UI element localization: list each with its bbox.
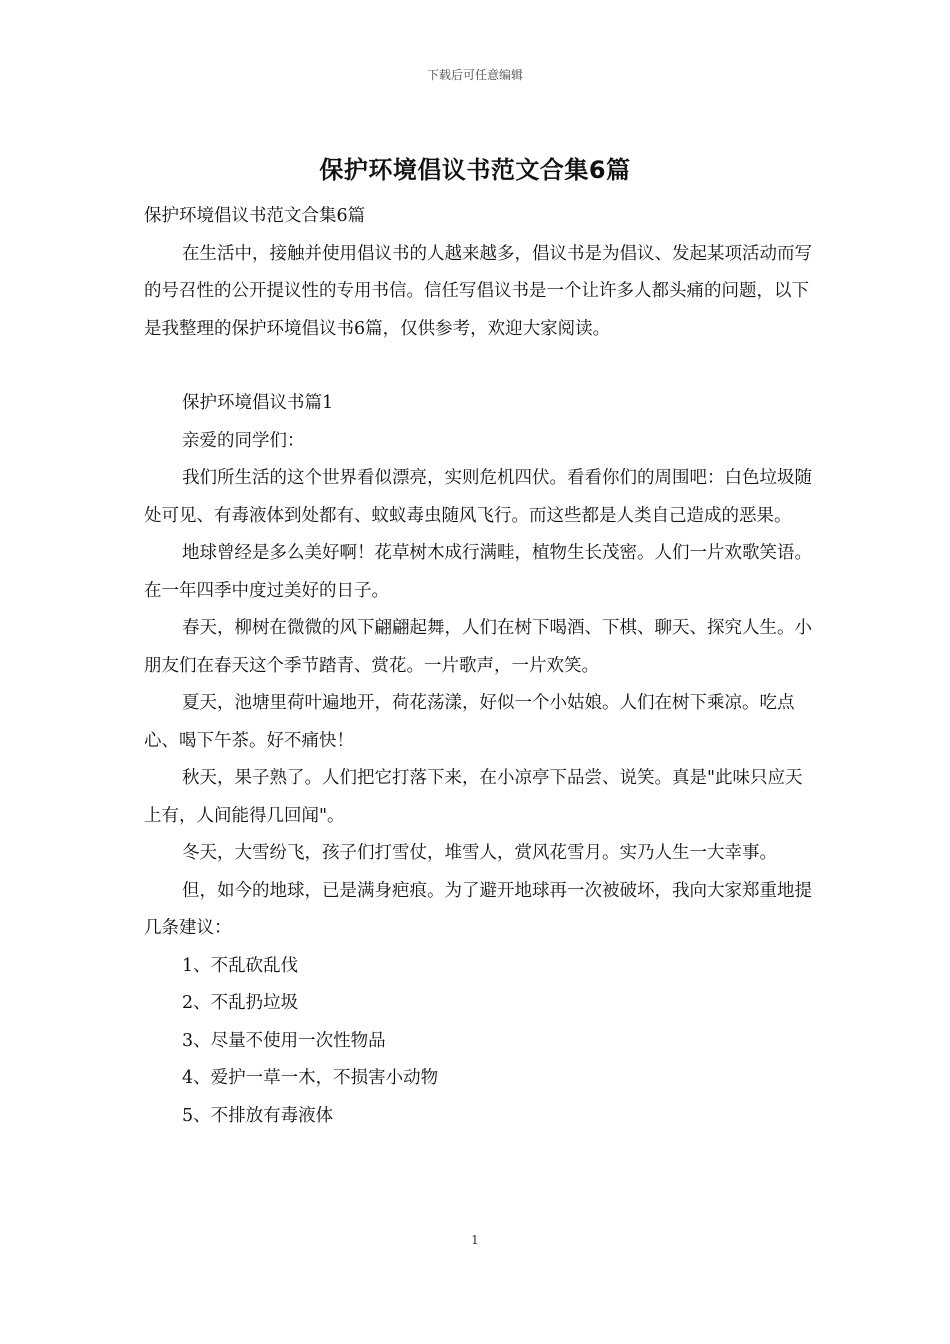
body-paragraph: 但，如今的地球，已是满身疤痕。为了避开地球再一次被破坏，我向大家郑重地提几条建议： [144,880,812,938]
intro-paragraph: 在生活中，接触并使用倡议书的人越来越多，倡议书是为倡议、发起某项活动而写的号召性的公开提议性的专用书信。信任写倡议书是一个让许多人都头痛的问题，以下是我整理的保护环境倡议书6篇，仅供参考，欢迎大家阅读。 [144,243,812,339]
page-number: 1 [471,1233,479,1247]
document-subtitle: 保护环境倡议书范文合集6篇 [144,206,366,226]
body-paragraph: 夏天，池塘里荷叶遍地开，荷花荡漾，好似一个小姑娘。人们在树下乘凉。吃点心、喝下午茶。好不痛快！ [144,693,795,751]
paragraph-gap [144,348,812,385]
body-paragraph: 春天，柳树在微微的风下翩翩起舞，人们在树下喝酒、下棋、聊天、探究人生。小朋友们在春天这个季节踏青、赏花。一片歌声，一片欢笑。 [144,618,812,676]
list-item: 2、不乱扔垃圾 [182,993,299,1013]
body-paragraph: 地球曾经是多么美好啊！花草树木成行满畦，植物生长茂密。人们一片欢歌笑语。在一年四季中度过美好的日子。 [144,543,812,601]
page-header: 下载后可任意编辑 [426,68,523,82]
list-item: 5、不排放有毒液体 [182,1105,334,1126]
document-title: 保护环境倡议书范文合集6篇 [319,156,631,184]
list-item: 1、不乱砍乱伐 [182,955,299,976]
body-paragraph: 冬天，大雪纷飞，孩子们打雪仗，堆雪人，赏风花雪月。实乃人生一大幸事。 [182,843,777,863]
greeting: 亲爱的同学们： [182,430,305,451]
list-item: 4、爱护一草一木，不损害小动物 [182,1068,439,1088]
list-item: 3、尽量不使用一次性物品 [182,1030,386,1051]
body-paragraph: 秋天，果子熟了。人们把它打落下来，在小凉亭下品尝、说笑。真是"此味只应天上有，人间能得几回闻"。 [144,768,803,826]
section-heading: 保护环境倡议书篇1 [182,393,334,413]
document-body [144,198,812,1135]
body-paragraph: 我们所生活的这个世界看似漂亮，实则危机四伏。看看你们的周围吧：白色垃圾随处可见、有毒液体到处都有、蚊蚁毒虫随风飞行。而这些都是人类自己造成的恶果。 [144,468,812,526]
